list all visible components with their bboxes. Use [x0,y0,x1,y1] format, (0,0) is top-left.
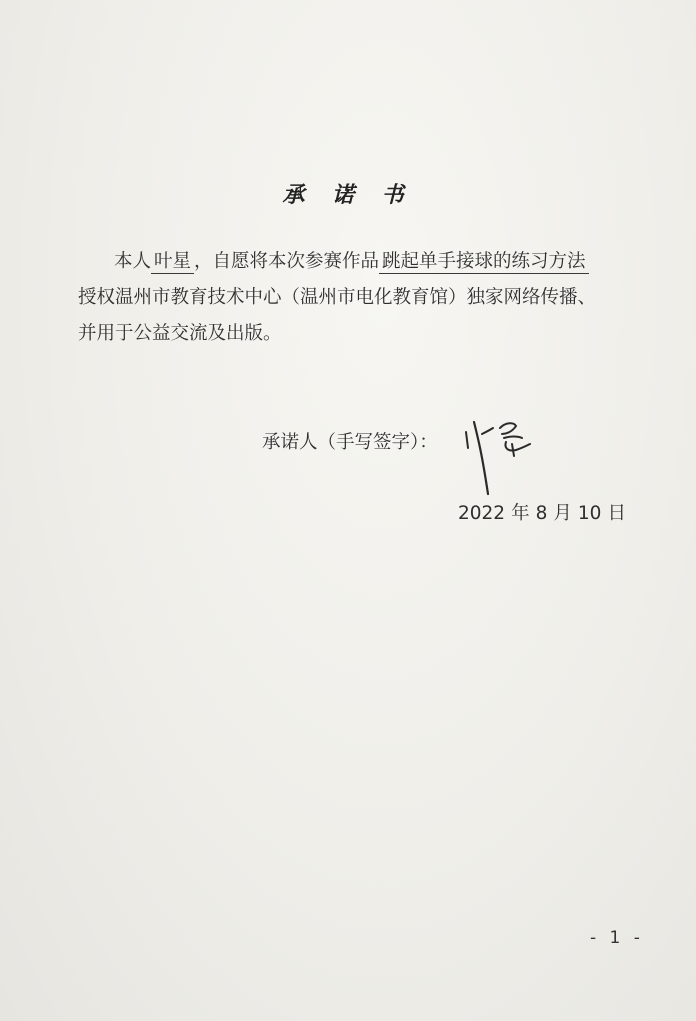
date-year-unit: 年 [511,503,530,524]
date-year: 2022 [458,503,506,524]
paragraph-line-2: 授权温州市教育技术中心（温州市电化教育馆）独家网络传播、 [78,287,597,308]
signature-label: 承诺人（手写签字）： [262,432,438,453]
applicant-name: 叶星 [151,251,194,274]
date-month-unit: 月 [553,503,572,524]
date-month: 8 [535,503,548,524]
paragraph-line-3: 并用于公益交流及出版。 [78,323,282,344]
signing-date [458,496,632,532]
line1-prefix: 本人 [114,251,152,272]
line1-mid: ，自愿将本次参赛作品 [194,251,380,272]
page-number: - 1 - [590,928,644,948]
date-day-unit: 日 [607,503,626,524]
document-title: 承 诺 书 [282,183,414,208]
work-title: 跳起单手接球的练习方法 [379,251,589,274]
date-day: 10 [577,503,602,524]
handwritten-signature [460,418,550,498]
paragraph-line-1 [114,244,674,280]
